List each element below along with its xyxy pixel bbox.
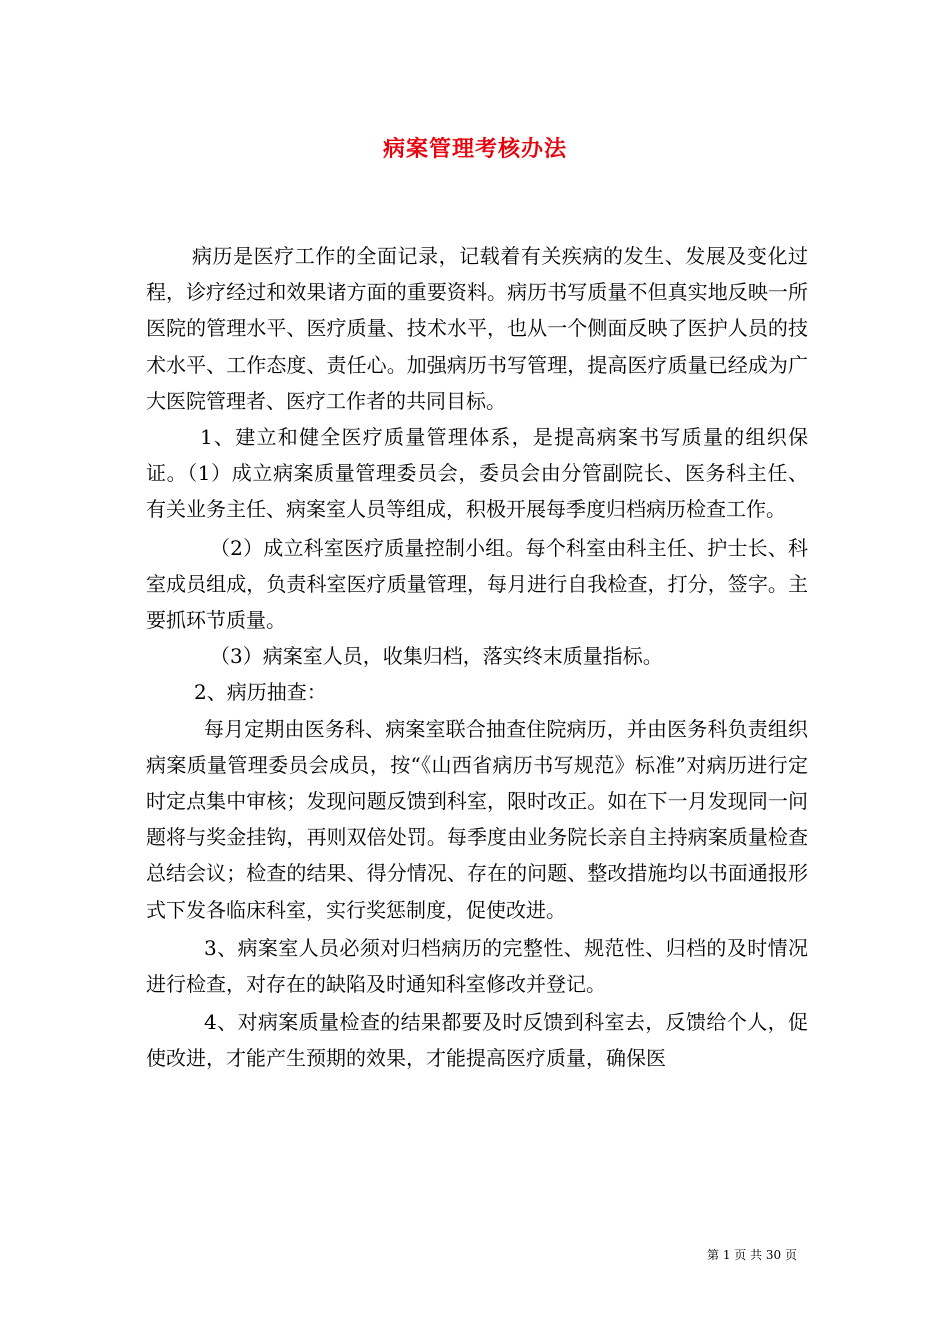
page-number-footer <box>707 1246 797 1263</box>
paragraph-item-1: 1、建立和健全医疗质量管理体系，是提高病案书写质量的组织保证。（1）成立病案质量管理委员会，委员会由分管副院长、医务科主任、有关业务主任、病案室人员等组成，积极开展每季度归档病历检查工作。 <box>146 425 808 522</box>
paragraph-item-2-body: 每月定期由医务科、病案室联合抽查住院病历，并由医务科负责组织病案质量管理委员会成员，按“《山西省病历书写规范》标准”对病历进行定时定点集中审核；发现问题反馈到科室，限时改正。如在下一月发现同一问题将与奖金挂钩，再则双倍处罚。每季度由业务院长亲自主持病案质量检查总结会议；检查的结果、得分情况、存在的问题、整改措施均以书面通报形式下发各临床科室，实行奖惩制度，促使改进。 <box>146 716 808 922</box>
paragraph-intro: 病历是医疗工作的全面记录，记载着有关疾病的发生、发展及变化过程，诊疗经过和效果诸方面的重要资料。病历书写质量不但真实地反映一所医院的管理水平、医疗质量、技术水平，也从一个侧面反映了医护人员的技术水平、工作态度、责任心。加强病历书写管理，提高医疗质量已经成为广大医院管理者、医疗工作者的共同目标。 <box>146 244 808 413</box>
paragraph-item-4: 4、对病案质量检查的结果都要及时反馈到科室去，反馈给个人，促使改进，才能产生预期的效果，才能提高医疗质量，确保医 <box>146 1010 808 1071</box>
page-number-label: 第 1 页 共 30 页 <box>707 1248 797 1262</box>
document-title: 病案管理考核办法 <box>382 136 567 162</box>
paragraph-item-1-2: （2）成立科室医疗质量控制小组。每个科室由科主任、护士长、科室成员组成，负责科室医疗质量管理，每月进行自我检查，打分，签字。主要抓环节质量。 <box>146 535 808 633</box>
document-body <box>146 238 808 1077</box>
paragraph-item-3: 3、病案室人员必须对归档病历的完整性、规范性、归档的及时情况进行检查，对存在的缺陷及时通知科室修改并登记。 <box>146 935 808 997</box>
paragraph-item-2-heading: 2、病历抽查： <box>194 680 327 705</box>
paragraph-item-1-3: （3）病案室人员，收集归档，落实终末质量指标。 <box>210 644 663 669</box>
